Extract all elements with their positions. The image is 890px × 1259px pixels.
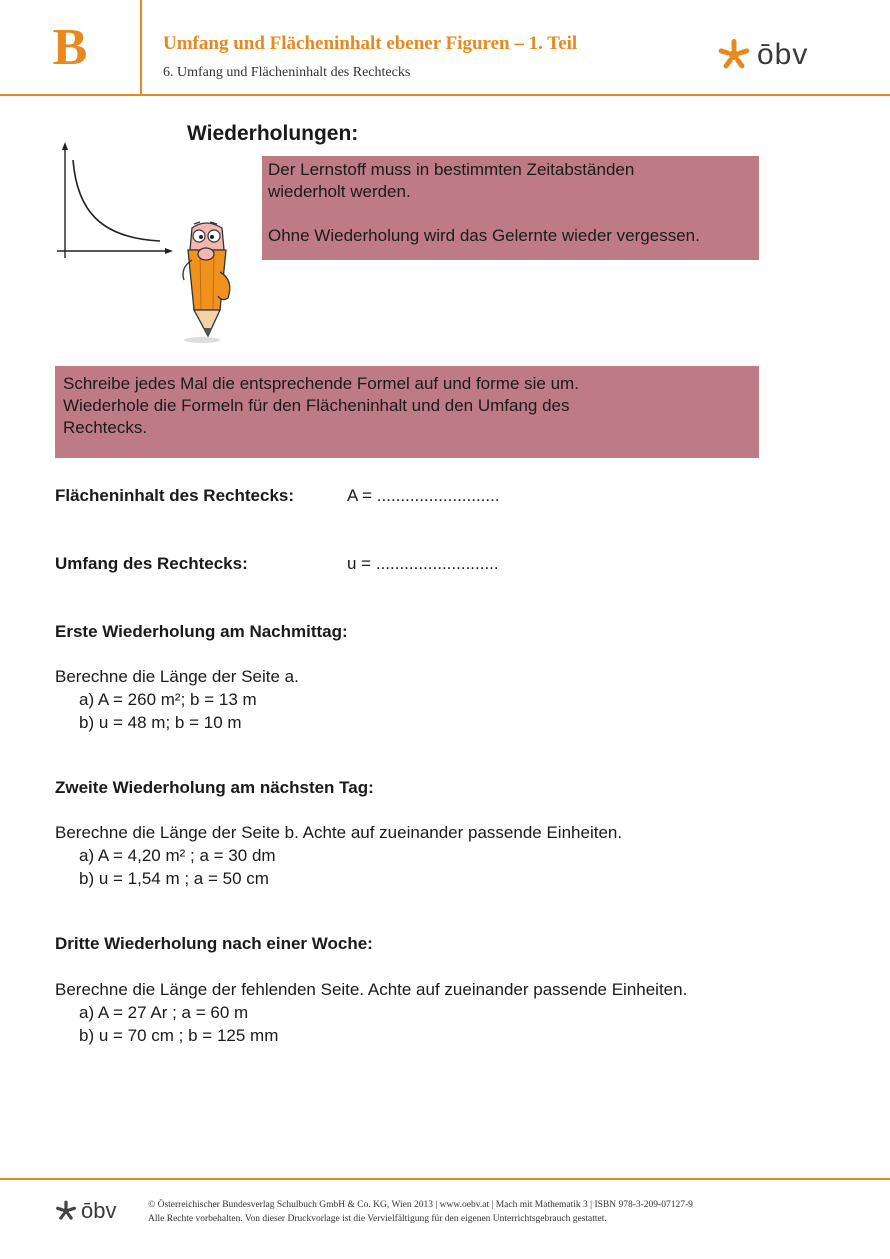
section2-title: Zweite Wiederholung am nächsten Tag: (55, 778, 374, 797)
section2-item-b: b) u = 1,54 m ; a = 50 cm (79, 869, 269, 888)
footer-line-2: Alle Rechte vorbehalten. Von dieser Druckvorlage ist die Vervielfältigung für den eigenen Unterrichtsgebrauch gestattet. (148, 1214, 607, 1224)
publisher-logo (717, 38, 808, 72)
footer-logo-wordmark: ōbv (81, 1198, 117, 1223)
section1-title: Erste Wiederholung am Nachmittag: (55, 622, 348, 641)
footer-copyright (148, 1198, 693, 1226)
area-formula-label: Flächeninhalt des Rechtecks: (55, 486, 295, 505)
section3-tasks (55, 978, 687, 1047)
footer-logo (55, 1198, 116, 1224)
section3-item-a: a) A = 27 Ar ; a = 60 m (79, 1003, 249, 1022)
perimeter-formula-blank: u = .......................... (347, 554, 499, 573)
header-rule (0, 94, 890, 96)
section1-item-b: b) u = 48 m; b = 10 m (79, 713, 242, 732)
section-letter: B (52, 18, 88, 76)
star-logo-icon (717, 38, 751, 72)
section2-item-a: a) A = 4,20 m² ; a = 30 dm (79, 846, 276, 865)
section1-tasks (55, 665, 299, 734)
section-heading: Wiederholungen: (187, 122, 359, 145)
star-logo-icon (55, 1200, 77, 1222)
page-title: Umfang und Flächeninhalt ebener Figuren – 1. Teil (163, 33, 578, 54)
header-divider (140, 0, 142, 94)
perimeter-formula-label: Umfang des Rechtecks: (55, 554, 248, 573)
section3-title: Dritte Wiederholung nach einer Woche: (55, 934, 373, 953)
pencil-mascot-icon (170, 210, 250, 350)
footer-line-1: © Österreichischer Bundesverlag Schulbuch GmbH & Co. KG, Wien 2013 | www.oebv.at | Mach mit Mathematik 3 | ISBN 978-3-209-07127-9 (148, 1200, 693, 1210)
section2-task: Berechne die Länge der Seite b. Achte auf zueinander passende Einheiten. (55, 823, 623, 842)
page-subtitle: 6. Umfang und Flächeninhalt des Rechtecks (163, 65, 411, 80)
instruction-line-1: Schreibe jedes Mal die entsprechende Formel auf und forme sie um. (63, 374, 579, 393)
logo-wordmark: ōbv (757, 38, 809, 71)
instruction-box (55, 366, 759, 458)
info-line-1: Der Lernstoff muss in bestimmten Zeitabständen (268, 160, 635, 179)
instruction-line-3: Rechtecks. (63, 418, 148, 437)
section1-item-a: a) A = 260 m²; b = 13 m (79, 690, 257, 709)
info-box (262, 156, 759, 260)
section3-item-b: b) u = 70 cm ; b = 125 mm (79, 1026, 279, 1045)
forgetting-curve-graph (55, 140, 175, 265)
section3-task: Berechne die Länge der fehlenden Seite. Achte auf zueinander passende Einheiten. (55, 980, 688, 999)
info-line-2: wiederholt werden. (268, 182, 411, 201)
instruction-line-2: Wiederhole die Formeln für den Flächeninhalt und den Umfang des (63, 396, 570, 415)
area-formula-blank: A = .......................... (347, 486, 500, 505)
footer-rule (0, 1178, 890, 1180)
section2-tasks (55, 821, 622, 890)
section1-task: Berechne die Länge der Seite a. (55, 667, 299, 686)
info-line-3: Ohne Wiederholung wird das Gelernte wieder vergessen. (268, 226, 700, 245)
